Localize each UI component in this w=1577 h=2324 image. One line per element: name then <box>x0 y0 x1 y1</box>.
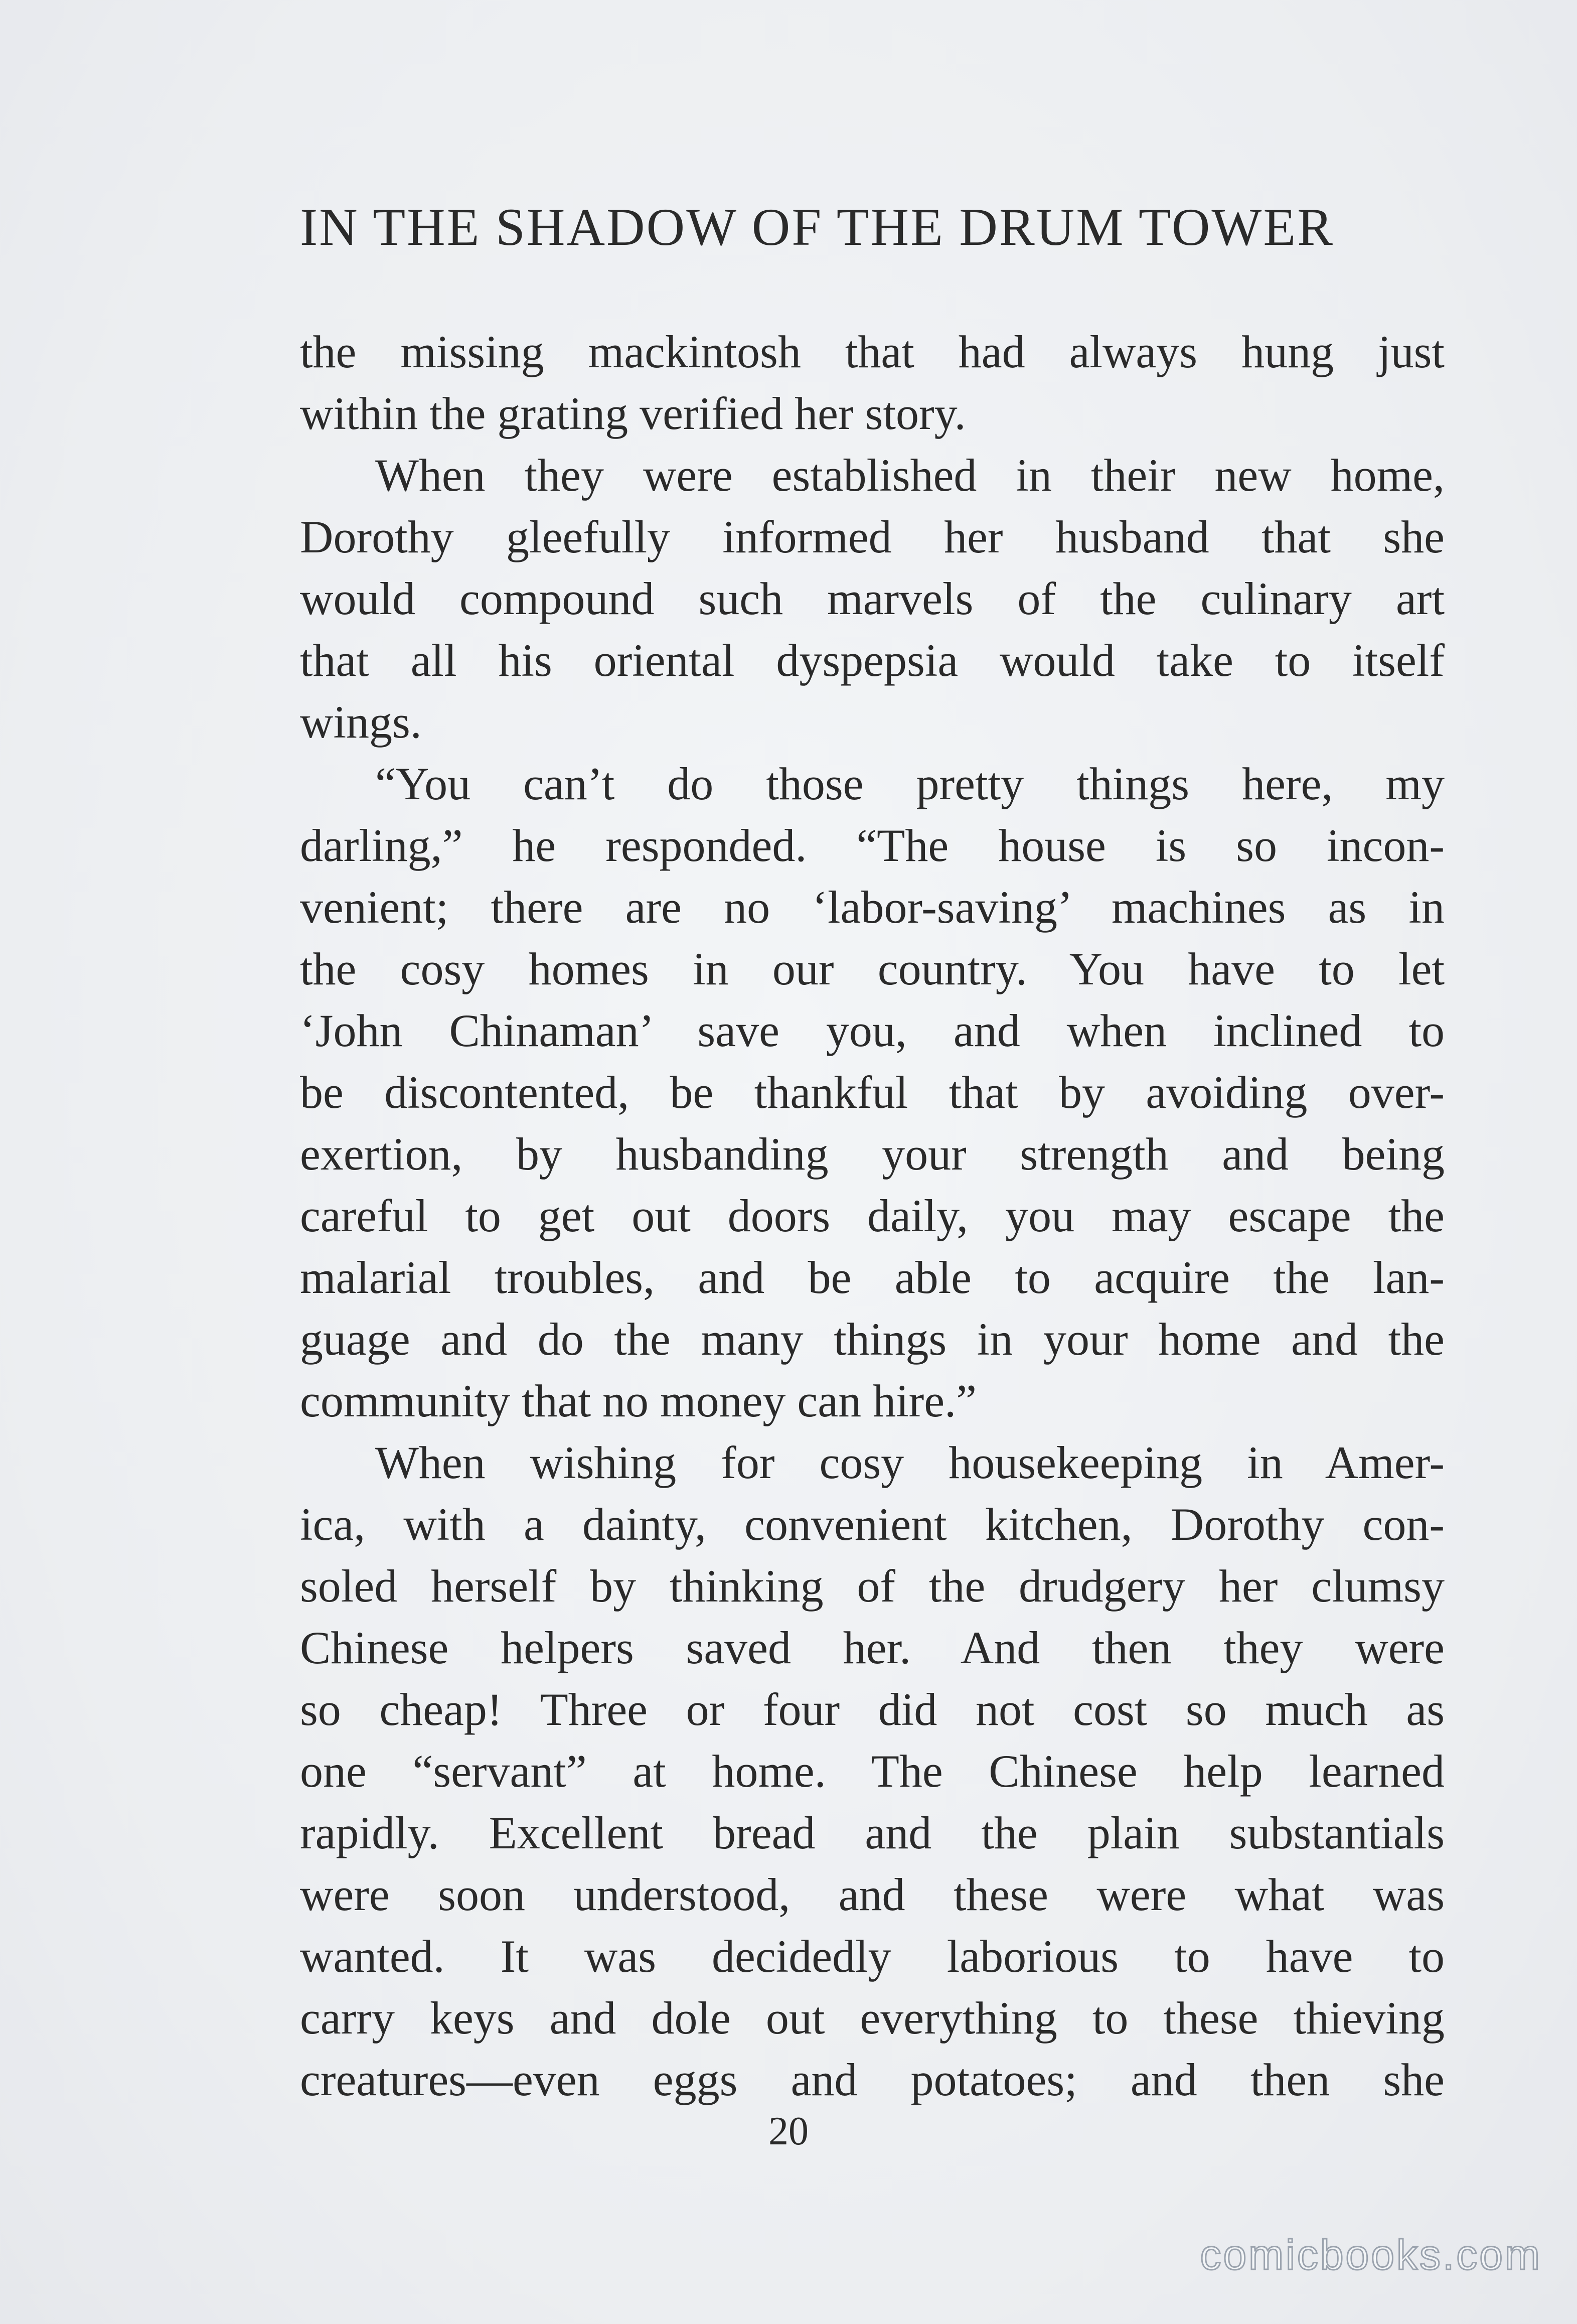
text-line: Chinese helpers saved her. And then they were <box>300 1622 1445 1673</box>
text-line: community that no money can hire.” <box>300 1375 977 1426</box>
text-line: rapidly. Excellent bread and the plain substantials <box>300 1807 1445 1858</box>
text-line: careful to get out doors daily, you may escape the <box>300 1190 1445 1241</box>
text-line: that all his oriental dyspepsia would take to itself <box>300 635 1445 686</box>
text-line: creatures—even eggs and potatoes; and then she <box>300 2054 1445 2105</box>
text-line: ‘John Chinaman’ save you, and when inclined to <box>300 1005 1445 1056</box>
text-line: exertion, by husbanding your strength and being <box>300 1128 1445 1180</box>
text-line: guage and do the many things in your home and the <box>300 1314 1445 1365</box>
text-line: When wishing for cosy housekeeping in Amer- <box>375 1437 1445 1488</box>
text-line: darling,” he responded. “The house is so incon- <box>300 820 1445 871</box>
text-line: wanted. It was decidedly laborious to have to <box>300 1931 1445 1982</box>
text-line: the missing mackintosh that had always hung just <box>300 326 1445 377</box>
text-line: venient; there are no ‘labor-saving’ machines as in <box>300 882 1445 933</box>
text-line: the cosy homes in our country. You have to let <box>300 943 1445 994</box>
text-line: one “servant” at home. The Chinese help learned <box>300 1746 1445 1797</box>
text-line: would compound such marvels of the culinary art <box>300 573 1445 624</box>
body-text <box>300 321 1445 2111</box>
page-number: 20 <box>768 2109 809 2153</box>
running-head-title: IN THE SHADOW OF THE DRUM TOWER <box>300 198 1334 256</box>
text-line: “You can’t do those pretty things here, my <box>375 758 1445 809</box>
text-line: When they were established in their new home, <box>375 450 1445 501</box>
text-line: malarial troubles, and be able to acquire the lan- <box>300 1252 1445 1303</box>
text-line: within the grating verified her story. <box>300 388 966 439</box>
text-line: ica, with a dainty, convenient kitchen, Dorothy con- <box>300 1499 1445 1550</box>
text-line: carry keys and dole out everything to these thieving <box>300 1992 1445 2044</box>
text-line: be discontented, be thankful that by avoiding over- <box>300 1067 1445 1118</box>
text-line: Dorothy gleefully informed her husband that she <box>300 511 1445 562</box>
watermark-logo: comicbooks.com <box>1200 2231 1542 2278</box>
text-line: soled herself by thinking of the drudgery her clumsy <box>300 1560 1445 1612</box>
text-line: were soon understood, and these were what was <box>300 1869 1445 1920</box>
text-line: wings. <box>300 696 422 748</box>
text-line: so cheap! Three or four did not cost so much as <box>300 1684 1445 1735</box>
